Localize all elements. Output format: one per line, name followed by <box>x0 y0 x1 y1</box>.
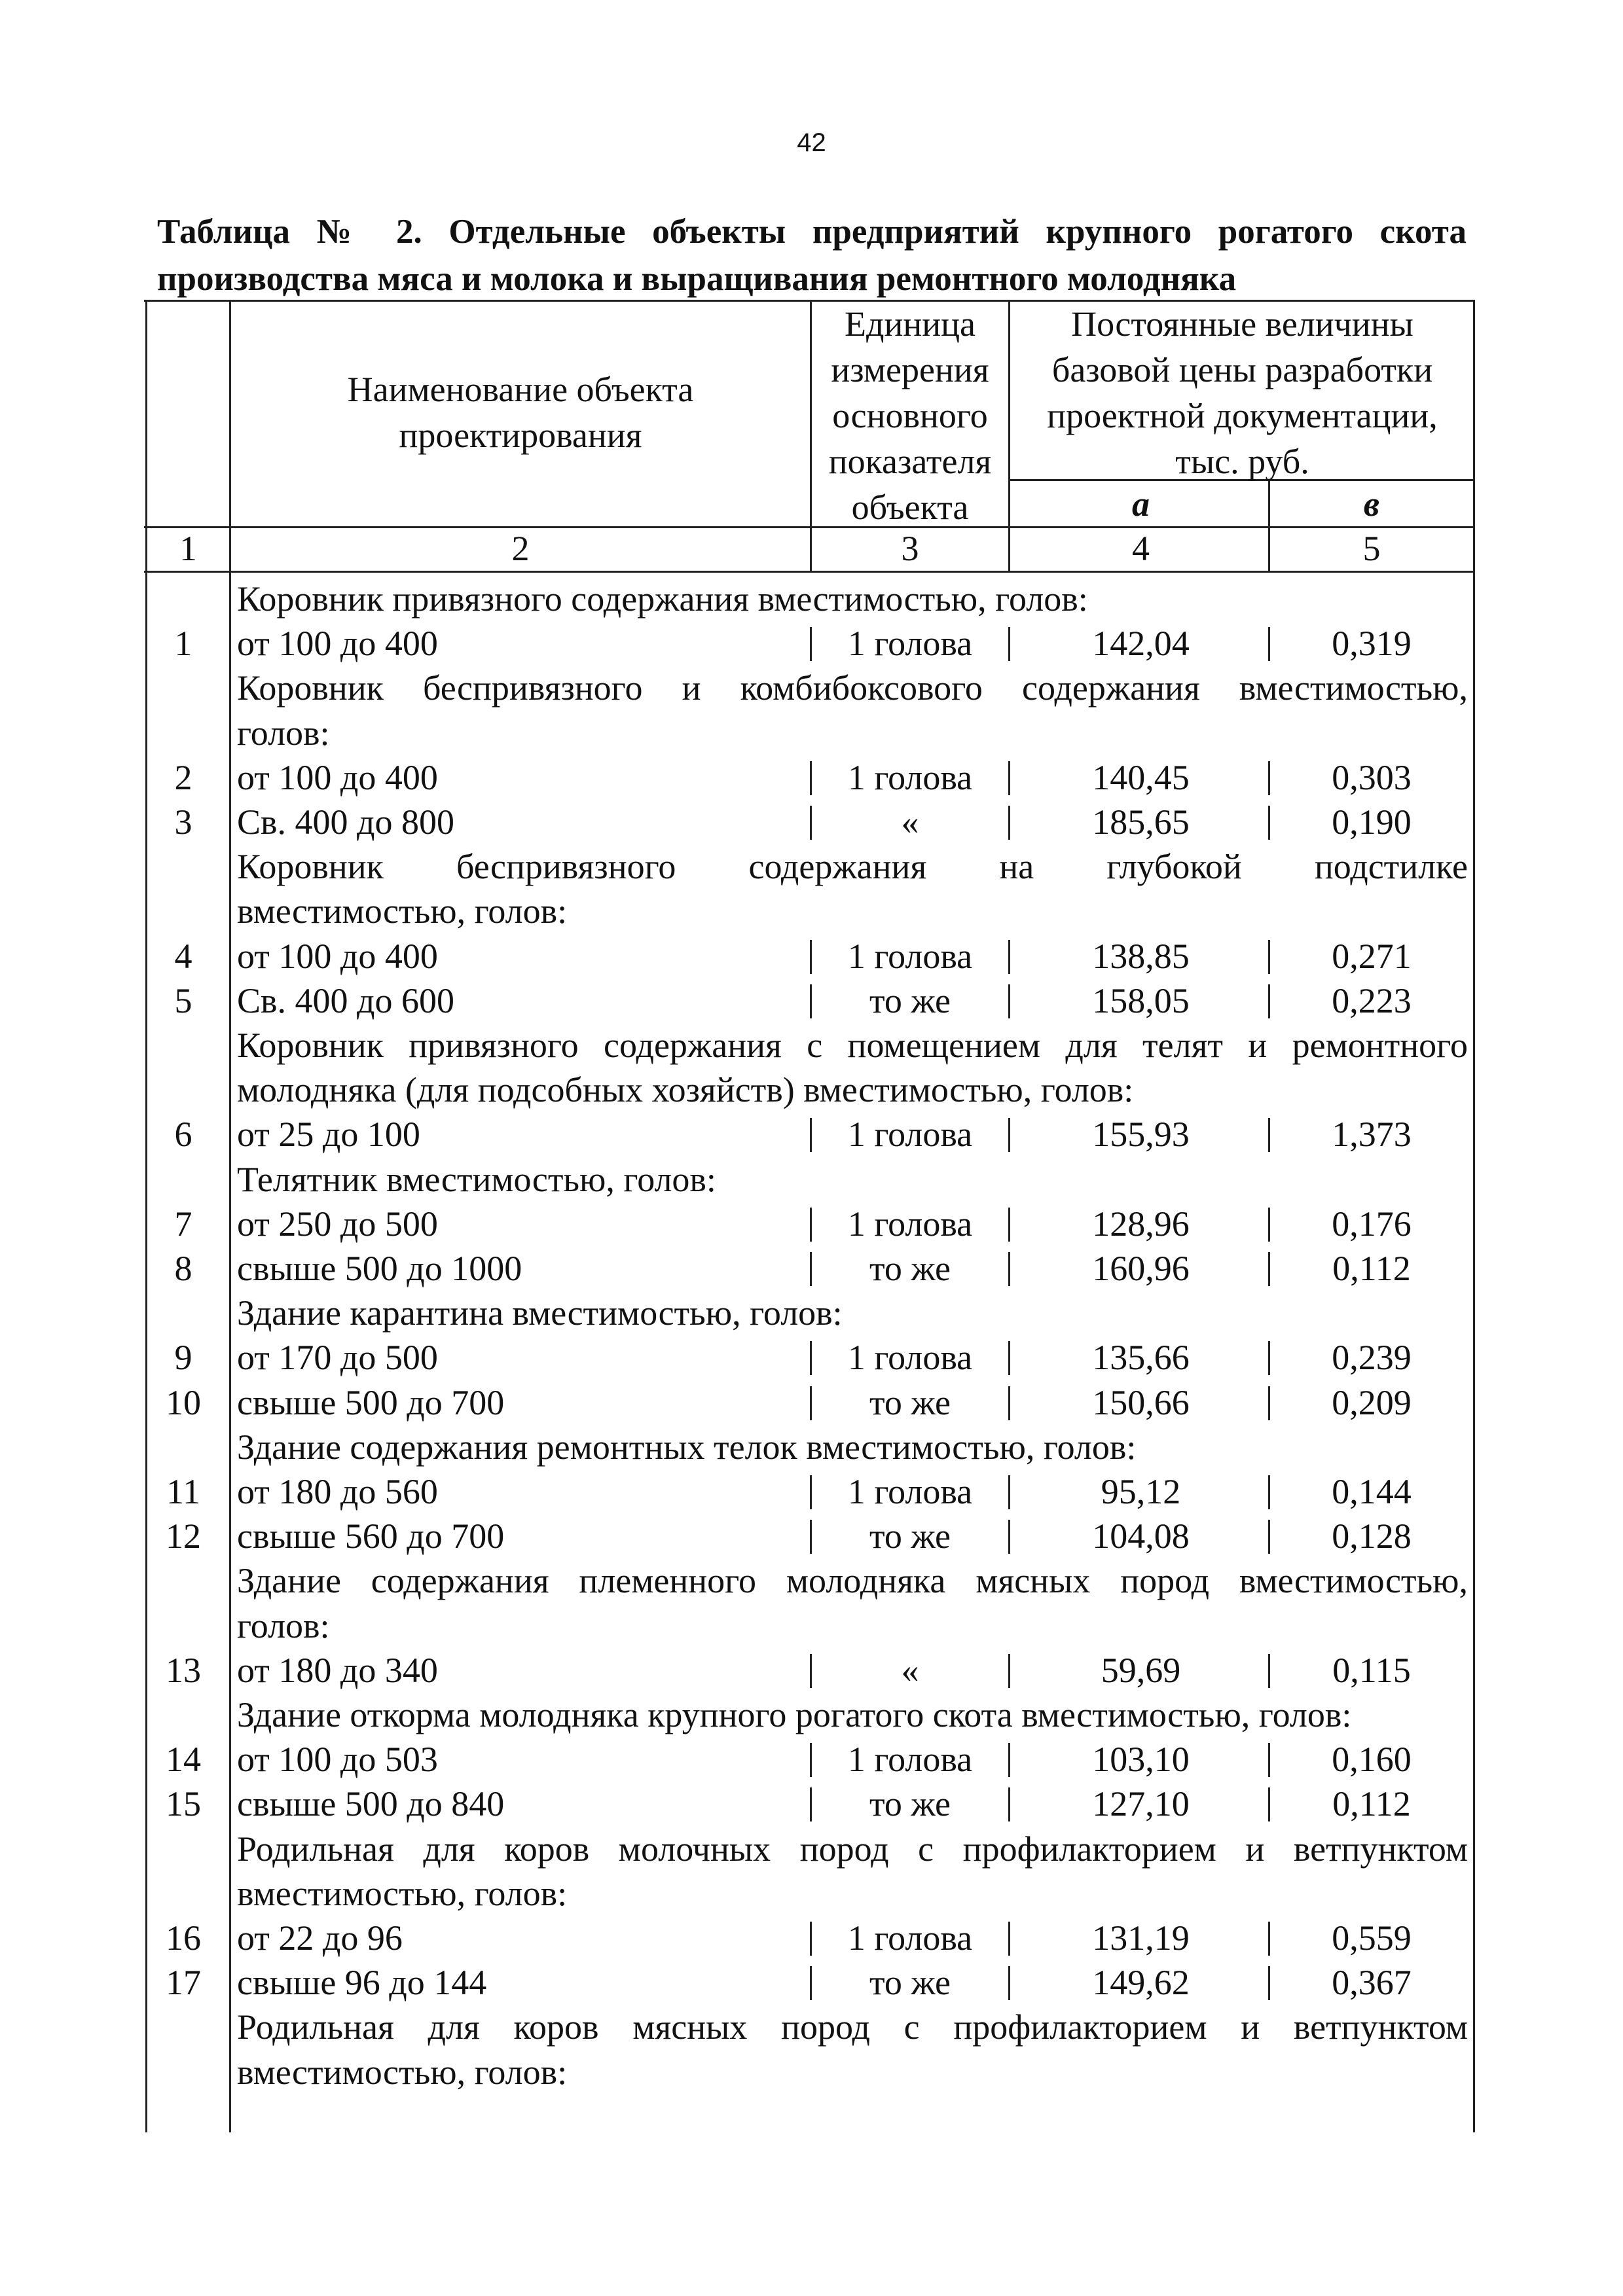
header-unit-line: Единица <box>844 304 976 344</box>
group-heading: голов: <box>237 713 330 753</box>
cell-separator <box>810 1118 812 1152</box>
unit-value: « <box>901 802 919 842</box>
header-unit-line: объекта <box>851 488 969 527</box>
row-number: 11 <box>166 1472 200 1511</box>
value-b: 1,373 <box>1332 1115 1412 1154</box>
cell-separator <box>810 761 812 795</box>
value-a: 160,96 <box>1092 1249 1190 1288</box>
group-heading: Родильная для коров молочных пород с профилакторием и ветпунктом <box>237 1829 1468 1869</box>
value-b: 0,223 <box>1332 981 1412 1020</box>
cell-separator <box>1268 1654 1270 1688</box>
value-b: 0,271 <box>1332 937 1412 976</box>
cell-separator <box>810 1475 812 1509</box>
cell-separator <box>1008 1966 1010 2000</box>
value-a: 95,12 <box>1101 1472 1181 1511</box>
cell-separator <box>1268 1475 1270 1509</box>
row-number: 15 <box>166 1784 201 1823</box>
cell-separator <box>1008 1922 1010 1956</box>
object-range: от 100 до 400 <box>237 758 438 797</box>
row-number: 7 <box>174 1204 192 1244</box>
object-range: свыше 500 до 1000 <box>237 1249 522 1288</box>
group-heading: Родильная для коров мясных пород с профилакторием и ветпунктом <box>237 2007 1468 2047</box>
unit-value: 1 голова <box>847 1740 973 1779</box>
object-range: свыше 96 до 144 <box>237 1963 487 2002</box>
group-heading: Телятник вместимостью, голов: <box>237 1160 716 1199</box>
cell-separator <box>810 1654 812 1688</box>
cell-separator <box>1008 1743 1010 1777</box>
cell-separator <box>1268 1520 1270 1554</box>
cell-separator <box>1008 761 1010 795</box>
cell-separator <box>1008 1252 1010 1286</box>
col-divider-1 <box>229 300 231 2132</box>
cell-separator <box>1268 806 1270 840</box>
cell-separator <box>1268 1787 1270 1821</box>
col-number-5: 5 <box>1362 529 1381 568</box>
value-a: 150,66 <box>1092 1383 1190 1422</box>
unit-value: 1 голова <box>847 937 973 976</box>
header-constants-line: тыс. руб. <box>1175 442 1309 481</box>
value-b: 0,112 <box>1332 1784 1411 1823</box>
header-name-line: Наименование объекта <box>347 370 694 409</box>
cell-separator <box>1268 940 1270 974</box>
unit-value: 1 голова <box>847 1204 973 1244</box>
numbers-bottom-border <box>144 571 1473 573</box>
cell-separator <box>1008 627 1010 661</box>
cell-separator <box>810 1922 812 1956</box>
cell-separator <box>810 1386 812 1420</box>
cell-separator <box>1008 1520 1010 1554</box>
value-b: 0,112 <box>1332 1249 1411 1288</box>
header-constants-line: проектной документации, <box>1047 396 1438 435</box>
group-heading: Коровник беспривязного и комбибоксового содержания вместимостью, <box>237 668 1468 708</box>
object-range: от 250 до 500 <box>237 1204 438 1244</box>
value-b: 0,115 <box>1332 1651 1411 1690</box>
cell-separator <box>810 1787 812 1821</box>
row-number: 4 <box>174 937 192 976</box>
object-range: от 180 до 560 <box>237 1472 438 1511</box>
header-col-a: а <box>1132 484 1150 524</box>
value-a: 142,04 <box>1092 624 1190 663</box>
group-heading: Здание содержания племенного молодняка мясных пород вместимостью, <box>237 1561 1468 1600</box>
value-b: 0,190 <box>1332 802 1412 842</box>
row-number: 1 <box>174 624 192 663</box>
group-heading: Коровник беспривязного содержания на глубокой подстилке <box>237 847 1468 886</box>
unit-value: то же <box>869 1249 951 1288</box>
row-number: 13 <box>166 1651 201 1690</box>
header-unit-line: основного <box>832 396 988 435</box>
value-a: 140,45 <box>1092 758 1190 797</box>
header-constants-line: Постоянные величины <box>1071 304 1413 344</box>
object-range: Св. 400 до 600 <box>237 981 454 1020</box>
header-unit <box>812 301 1008 530</box>
row-number: 9 <box>174 1338 192 1377</box>
header-unit-line: показателя <box>828 442 992 481</box>
value-a: 131,19 <box>1092 1918 1190 1958</box>
value-a: 128,96 <box>1092 1204 1190 1244</box>
cell-separator <box>810 1743 812 1777</box>
group-heading: вместимостью, голов: <box>237 2053 568 2092</box>
value-a: 104,08 <box>1092 1516 1190 1556</box>
object-range: от 100 до 503 <box>237 1740 438 1779</box>
table-title-line-1: Таблица № 2. Отдельные объекты предприятий крупного рогатого скота <box>157 213 1467 251</box>
row-number: 17 <box>166 1963 201 2002</box>
unit-value: 1 голова <box>847 1472 973 1511</box>
value-b: 0,319 <box>1332 624 1412 663</box>
cell-separator <box>1008 1475 1010 1509</box>
row-number: 5 <box>174 981 192 1020</box>
cell-separator <box>1268 984 1270 1018</box>
value-b: 0,209 <box>1332 1383 1412 1422</box>
unit-value: « <box>901 1651 919 1690</box>
row-number: 12 <box>166 1516 201 1556</box>
cell-separator <box>810 940 812 974</box>
col-divider-3 <box>1008 300 1010 571</box>
row-number: 14 <box>166 1740 201 1779</box>
unit-value: 1 голова <box>847 1338 973 1377</box>
header-constants <box>1012 301 1473 484</box>
cell-separator <box>1268 1252 1270 1286</box>
cell-separator <box>1268 1743 1270 1777</box>
col-number-1: 1 <box>179 529 197 568</box>
object-range: от 25 до 100 <box>237 1115 420 1154</box>
object-range: свыше 500 до 700 <box>237 1383 505 1422</box>
value-b: 0,559 <box>1332 1918 1412 1958</box>
cell-separator <box>810 1341 812 1375</box>
unit-value: 1 голова <box>847 758 973 797</box>
row-number: 2 <box>174 758 192 797</box>
group-heading: вместимостью, голов: <box>237 891 568 931</box>
cell-separator <box>1008 1386 1010 1420</box>
value-a: 135,66 <box>1092 1338 1190 1377</box>
value-b: 0,239 <box>1332 1338 1412 1377</box>
cell-separator <box>1268 1922 1270 1956</box>
value-a: 155,93 <box>1092 1115 1190 1154</box>
table-right-border <box>1473 300 1475 2132</box>
object-range: от 22 до 96 <box>237 1918 403 1958</box>
header-unit-line: измерения <box>831 350 989 389</box>
cell-separator <box>1268 1966 1270 2000</box>
cell-separator <box>810 984 812 1018</box>
row-number: 8 <box>174 1249 192 1288</box>
row-number: 6 <box>174 1115 192 1154</box>
group-heading: вместимостью, голов: <box>237 1874 568 1913</box>
cell-separator <box>810 1208 812 1242</box>
cell-separator <box>1268 761 1270 795</box>
cell-separator <box>1268 627 1270 661</box>
cell-separator <box>810 1520 812 1554</box>
header-constants-line: базовой цены разработки <box>1051 350 1433 389</box>
group-heading: Коровник привязного содержания с помещением для телят и ремонтного <box>237 1026 1468 1065</box>
unit-value: то же <box>869 1516 951 1556</box>
row-number: 10 <box>166 1383 201 1422</box>
group-heading: Здание карантина вместимостью, голов: <box>237 1293 843 1333</box>
value-b: 0,144 <box>1332 1472 1412 1511</box>
cell-separator <box>1008 984 1010 1018</box>
cell-separator <box>810 1252 812 1286</box>
unit-value: то же <box>869 1383 951 1422</box>
group-heading: голов: <box>237 1606 330 1645</box>
group-heading: Здание откорма молодняка крупного рогатого скота вместимостью, голов: <box>237 1695 1352 1734</box>
cell-separator <box>1008 806 1010 840</box>
value-a: 103,10 <box>1092 1740 1190 1779</box>
row-number: 3 <box>174 802 192 842</box>
cell-separator <box>1008 1118 1010 1152</box>
col-number-2: 2 <box>511 529 530 568</box>
group-heading: молодняка (для подсобных хозяйств) вместимостью, голов: <box>237 1070 1134 1109</box>
value-a: 185,65 <box>1092 802 1190 842</box>
value-b: 0,128 <box>1332 1516 1412 1556</box>
object-range: от 170 до 500 <box>237 1338 438 1377</box>
cell-separator <box>1008 940 1010 974</box>
unit-value: то же <box>869 1784 951 1823</box>
object-range: от 100 до 400 <box>237 937 438 976</box>
header-col-b: в <box>1363 484 1380 524</box>
cell-separator <box>1268 1386 1270 1420</box>
unit-value: 1 голова <box>847 624 973 663</box>
unit-value: то же <box>869 981 951 1020</box>
value-b: 0,367 <box>1332 1963 1412 2002</box>
col-number-4: 4 <box>1132 529 1150 568</box>
table-title-line-2: производства мяса и молока и выращивания ремонтного молодняка <box>157 260 1237 298</box>
object-range: свыше 560 до 700 <box>237 1516 505 1556</box>
object-range: свыше 500 до 840 <box>237 1784 505 1823</box>
object-range: Св. 400 до 800 <box>237 802 454 842</box>
value-b: 0,160 <box>1332 1740 1412 1779</box>
unit-value: то же <box>869 1963 951 2002</box>
col-number-3: 3 <box>901 529 919 568</box>
unit-value: 1 голова <box>847 1918 973 1958</box>
value-a: 138,85 <box>1092 937 1190 976</box>
cell-separator <box>810 627 812 661</box>
value-a: 59,69 <box>1101 1651 1181 1690</box>
cell-separator <box>1268 1341 1270 1375</box>
header-name-line: проектирования <box>399 416 642 455</box>
cell-separator <box>1008 1341 1010 1375</box>
row-number: 16 <box>166 1918 201 1958</box>
cell-separator <box>810 1966 812 2000</box>
cell-separator <box>1008 1208 1010 1242</box>
value-a: 127,10 <box>1092 1784 1190 1823</box>
cell-separator <box>1268 1208 1270 1242</box>
cell-separator <box>1008 1787 1010 1821</box>
group-heading: Здание содержания ремонтных телок вместимостью, голов: <box>237 1427 1137 1467</box>
unit-value: 1 голова <box>847 1115 973 1154</box>
value-a: 149,62 <box>1092 1963 1190 2002</box>
cell-separator <box>810 806 812 840</box>
cell-separator <box>1268 1118 1270 1152</box>
cell-separator <box>1008 1654 1010 1688</box>
group-heading: Коровник привязного содержания вместимостью, голов: <box>237 579 1088 619</box>
value-b: 0,303 <box>1332 758 1412 797</box>
header-name <box>232 367 809 458</box>
page-number: 42 <box>797 128 826 157</box>
object-range: от 100 до 400 <box>237 624 438 663</box>
value-b: 0,176 <box>1332 1204 1412 1244</box>
value-a: 158,05 <box>1092 981 1190 1020</box>
object-range: от 180 до 340 <box>237 1651 438 1690</box>
